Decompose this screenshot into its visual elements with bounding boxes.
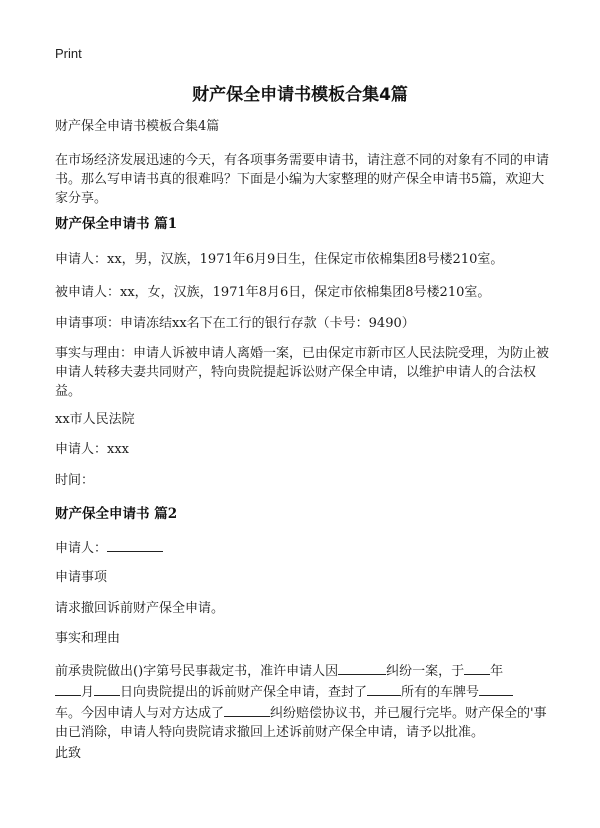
month-blank <box>55 681 81 696</box>
body-text-2: 纠纷一案，于 <box>386 664 465 679</box>
section1-facts: 事实与理由：申请人诉被申请人离婚一案，已由保定市新市区人民法院受理，为防止被申请人转移夫妻共同财产，特向贵院提起诉讼财产保全申请，以维护申请人的合法权益。 <box>55 346 550 399</box>
plate-blank <box>479 681 513 696</box>
body-text-6: 所有的车牌号 <box>401 685 480 700</box>
section2-applicant <box>55 537 555 558</box>
section2-closing: 此致 <box>55 746 82 761</box>
body-text-4: 月 <box>81 685 95 700</box>
section1-time: 时间： <box>55 473 95 488</box>
body-text-1: 前承贵院做出()字第号民事裁定书，准许申请人因 <box>55 664 339 679</box>
day-blank <box>94 681 120 696</box>
applicant-blank <box>107 537 163 552</box>
section1-court: xx市人民法院 <box>55 412 135 427</box>
section2-applicant-label: 申请人： <box>55 541 108 556</box>
section1-applicant: 申请人：xx，男，汉族，1971年6月9日生，住保定市依棉集团8号楼210室。 <box>55 252 504 267</box>
section2-body <box>55 660 555 742</box>
dispute-blank <box>338 660 386 675</box>
section1-respondent: 被申请人：xx，女，汉族，1971年8月6日，保定市依棉集团8号楼210室。 <box>55 285 491 300</box>
print-link[interactable]: Print <box>55 46 82 61</box>
page-title: 财产保全申请书模板合集4篇 <box>192 85 408 105</box>
section1-heading: 财产保全申请书 篇1 <box>55 216 178 232</box>
section2-request: 请求撤回诉前财产保全申请。 <box>55 601 225 616</box>
section1-matter: 申请事项：申请冻结xx名下在工行的银行存款（卡号：9490） <box>55 316 415 331</box>
intro-paragraph: 在市场经济发展迅速的今天，有各项事务需要申请书，请注意不同的对象有不同的申请书。那么写申请书真的很难吗？下面是小编为大家整理的财产保全申请书5篇，欢迎大家分享。 <box>55 153 550 206</box>
section1-signature: 申请人：xxx <box>55 442 129 457</box>
body-text-8: 纠纷赔偿协议书，并已履行完毕。财产保全的'事由已消除，申请人特向贵院请求撤回上述诉前财产保全申请，请予以批准。 <box>55 706 547 740</box>
year-blank <box>464 660 490 675</box>
body-text-3: 年 <box>490 664 504 679</box>
section2-facts-label: 事实和理由 <box>55 631 121 646</box>
section2-heading: 财产保全申请书 篇2 <box>55 506 178 522</box>
subtitle: 财产保全申请书模板合集4篇 <box>55 119 220 134</box>
body-text-5: 日向贵院提出的诉前财产保全申请，查封了 <box>120 685 368 700</box>
owner-blank <box>367 681 401 696</box>
agreement-blank <box>224 702 270 717</box>
section2-matter-label: 申请事项 <box>55 570 108 585</box>
body-text-7: 车。今因申请人与对方达成了 <box>55 706 225 721</box>
